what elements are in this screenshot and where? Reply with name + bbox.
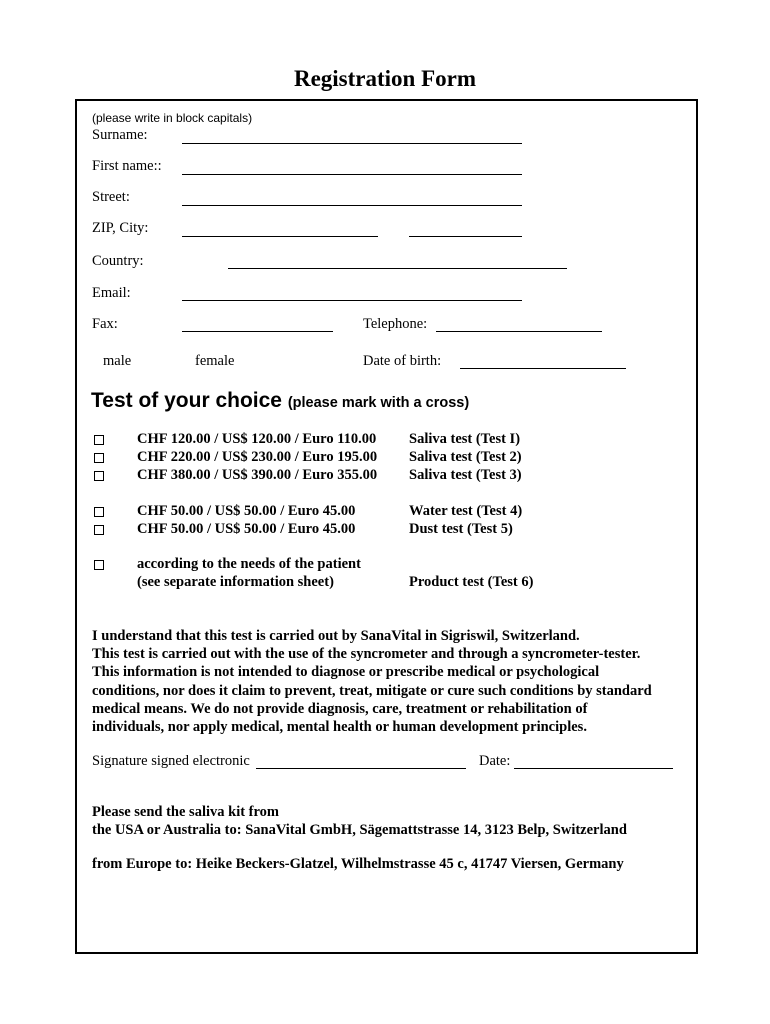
block-capitals-note: (please write in block capitals) <box>92 111 253 125</box>
city-field[interactable] <box>409 236 522 237</box>
signature-field[interactable] <box>256 768 466 769</box>
shipping-intro: Please send the saliva kit from <box>92 804 280 820</box>
date-of-birth-field[interactable] <box>460 368 626 369</box>
test-2-name: Saliva test (Test 2) <box>409 449 522 465</box>
test-1-price: CHF 120.00 / US$ 120.00 / Euro 110.00 <box>137 431 377 447</box>
street-label: Street: <box>92 189 130 205</box>
test-5-checkbox[interactable] <box>94 525 104 535</box>
disclaimer-line: medical means. We do not provide diagnosis, care, treatment or rehabilitation of <box>92 700 588 717</box>
test-3-name: Saliva test (Test 3) <box>409 467 522 483</box>
test-6-name: Product test (Test 6) <box>409 574 534 590</box>
email-label: Email: <box>92 285 131 301</box>
disclaimer-line: This information is not intended to diagnose or prescribe medical or psychological <box>92 664 600 681</box>
surname-field[interactable] <box>182 143 522 144</box>
date-of-birth-label: Date of birth: <box>363 353 442 369</box>
first-name-label: First name:: <box>92 158 162 174</box>
test-4-price: CHF 50.00 / US$ 50.00 / Euro 45.00 <box>137 503 356 519</box>
surname-label: Surname: <box>92 127 148 143</box>
male-option[interactable]: male <box>103 353 132 369</box>
disclaimer-line: I understand that this test is carried out by SanaVital in Sigriswil, Switzerland. <box>92 628 580 644</box>
disclaimer-paragraph <box>92 627 692 736</box>
test-5-name: Dust test (Test 5) <box>409 521 513 537</box>
shipping-europe: from Europe to: Heike Beckers-Glatzel, Wilhelmstrasse 45 c, 41747 Viersen, Germany <box>92 856 624 872</box>
test-choice-heading <box>91 389 469 413</box>
date-field[interactable] <box>514 768 673 769</box>
email-field[interactable] <box>182 300 522 301</box>
test-3-price: CHF 380.00 / US$ 390.00 / Euro 355.00 <box>137 467 378 483</box>
test-2-checkbox[interactable] <box>94 453 104 463</box>
street-field[interactable] <box>182 205 522 206</box>
female-option[interactable]: female <box>195 353 235 369</box>
test-1-checkbox[interactable] <box>94 435 104 445</box>
test-3-checkbox[interactable] <box>94 471 104 481</box>
fax-field[interactable] <box>182 331 333 332</box>
first-name-field[interactable] <box>182 174 522 175</box>
test-choice-title: Test of your choice <box>91 389 282 412</box>
zip-city-label: ZIP, City: <box>92 220 149 236</box>
test-6-price: according to the needs of the patient <box>137 556 361 572</box>
disclaimer-line: conditions, nor does it claim to prevent, treat, mitigate or cure such conditions by standard <box>92 682 652 699</box>
test-5-price: CHF 50.00 / US$ 50.00 / Euro 45.00 <box>137 521 356 537</box>
test-6-price-note: (see separate information sheet) <box>137 574 334 590</box>
page-title: Registration Form <box>293 66 477 91</box>
zip-field[interactable] <box>182 236 378 237</box>
test-4-name: Water test (Test 4) <box>409 503 523 519</box>
telephone-field[interactable] <box>436 331 602 332</box>
test-1-name: Saliva test (Test I) <box>409 431 521 447</box>
disclaimer-line: individuals, nor apply medical, mental health or human development principles. <box>92 719 587 736</box>
fax-label: Fax: <box>92 316 118 332</box>
date-label: Date: <box>479 753 511 769</box>
test-6-checkbox[interactable] <box>94 560 104 570</box>
telephone-label: Telephone: <box>363 316 428 332</box>
test-4-checkbox[interactable] <box>94 507 104 517</box>
country-label: Country: <box>92 253 144 269</box>
signature-label: Signature signed electronic <box>92 753 250 769</box>
disclaimer-line: This test is carried out with the use of the syncrometer and through a syncrometer-tester. <box>92 646 641 663</box>
test-2-price: CHF 220.00 / US$ 230.00 / Euro 195.00 <box>137 449 378 465</box>
shipping-usa-australia: the USA or Australia to: SanaVital GmbH, Sägemattstrasse 14, 3123 Belp, Switzerland <box>92 822 627 838</box>
country-field[interactable] <box>228 268 567 269</box>
test-choice-note: (please mark with a cross) <box>287 395 470 411</box>
